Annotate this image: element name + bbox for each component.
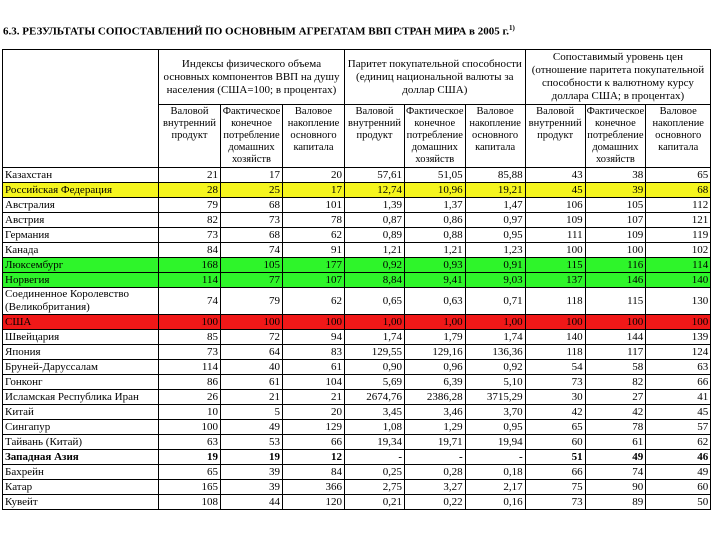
value-cell: 3,70 — [465, 405, 525, 420]
country-name: Западная Азия — [3, 450, 159, 465]
table-row — [3, 390, 711, 405]
value-cell: 109 — [585, 228, 646, 243]
value-cell: 25 — [221, 183, 283, 198]
value-cell: 73 — [525, 375, 585, 390]
country-name: Бахрейн — [3, 465, 159, 480]
value-cell: 114 — [159, 360, 221, 375]
value-cell: 50 — [646, 495, 711, 510]
value-cell: 2674,76 — [345, 390, 405, 405]
value-cell: 129 — [283, 420, 345, 435]
value-cell: 2,17 — [465, 480, 525, 495]
value-cell: 0,28 — [405, 465, 466, 480]
group-header-ppp: Паритет покупательной способности (единиц национальной валюты за доллар США) — [345, 50, 526, 105]
subheader-gdp: Валовой внутренний продукт — [159, 105, 221, 168]
value-cell: 8,84 — [345, 273, 405, 288]
value-cell: 1,37 — [405, 198, 466, 213]
value-cell: 108 — [159, 495, 221, 510]
value-cell: 144 — [585, 330, 646, 345]
value-cell: 21 — [159, 168, 221, 183]
value-cell: 0,65 — [345, 288, 405, 315]
value-cell: 73 — [525, 495, 585, 510]
value-cell: 65 — [525, 420, 585, 435]
value-cell: 0,97 — [465, 213, 525, 228]
value-cell: 19,34 — [345, 435, 405, 450]
country-name: Германия — [3, 228, 159, 243]
value-cell: 9,41 — [405, 273, 466, 288]
value-cell: 60 — [525, 435, 585, 450]
value-cell: 139 — [646, 330, 711, 345]
subheader-capital: Валовое накопление основного капитала — [283, 105, 345, 168]
table-row — [3, 465, 711, 480]
value-cell: 177 — [283, 258, 345, 273]
country-name: Российская Федерация — [3, 183, 159, 198]
subheader-capital: Валовое накопление основного капитала — [465, 105, 525, 168]
value-cell: 3715,29 — [465, 390, 525, 405]
group-header-volume-indices: Индексы физического объема основных компонентов ВВП на душу населения (США=100; в процентах) — [159, 50, 345, 105]
value-cell: 49 — [585, 450, 646, 465]
value-cell: 84 — [159, 243, 221, 258]
value-cell: - — [405, 450, 466, 465]
value-cell: 140 — [525, 330, 585, 345]
value-cell: 21 — [221, 390, 283, 405]
value-cell: 20 — [283, 168, 345, 183]
value-cell: 1,47 — [465, 198, 525, 213]
country-name: Швейцария — [3, 330, 159, 345]
title-footnote-mark: 1) — [508, 24, 515, 32]
table-row — [3, 183, 711, 198]
value-cell: 61 — [283, 360, 345, 375]
value-cell: 1,79 — [405, 330, 466, 345]
value-cell: 109 — [525, 213, 585, 228]
country-name: Тайвань (Китай) — [3, 435, 159, 450]
value-cell: 0,63 — [405, 288, 466, 315]
value-cell: 84 — [283, 465, 345, 480]
value-cell: 137 — [525, 273, 585, 288]
value-cell: 65 — [159, 465, 221, 480]
value-cell: 1,00 — [345, 315, 405, 330]
value-cell: 85,88 — [465, 168, 525, 183]
value-cell: 20 — [283, 405, 345, 420]
value-cell: 90 — [585, 480, 646, 495]
value-cell: 26 — [159, 390, 221, 405]
value-cell: 38 — [585, 168, 646, 183]
value-cell: 102 — [646, 243, 711, 258]
value-cell: 121 — [646, 213, 711, 228]
value-cell: 63 — [646, 360, 711, 375]
value-cell: 57,61 — [345, 168, 405, 183]
value-cell: 12,74 — [345, 183, 405, 198]
subheader-capital: Валовое накопление основного капитала — [646, 105, 711, 168]
value-cell: 0,18 — [465, 465, 525, 480]
value-cell: 107 — [585, 213, 646, 228]
value-cell: 0,87 — [345, 213, 405, 228]
value-cell: 64 — [221, 345, 283, 360]
value-cell: 0,95 — [465, 228, 525, 243]
value-cell: 129,55 — [345, 345, 405, 360]
value-cell: 117 — [585, 345, 646, 360]
value-cell: 66 — [525, 465, 585, 480]
value-cell: 94 — [283, 330, 345, 345]
country-name: Китай — [3, 405, 159, 420]
value-cell: 3,45 — [345, 405, 405, 420]
value-cell: 49 — [646, 465, 711, 480]
value-cell: 39 — [221, 480, 283, 495]
country-name: Соединенное Королевство (Великобритания) — [3, 288, 159, 315]
value-cell: 74 — [585, 465, 646, 480]
value-cell: 0,91 — [465, 258, 525, 273]
value-cell: 105 — [585, 198, 646, 213]
group-header-price-level: Сопоставимый уровень цен (отношение паритета покупательной способности к валютному курсу доллара США; в процентах) — [525, 50, 711, 105]
value-cell: 111 — [525, 228, 585, 243]
value-cell: 60 — [646, 480, 711, 495]
value-cell: 1,08 — [345, 420, 405, 435]
country-name: США — [3, 315, 159, 330]
value-cell: 5 — [221, 405, 283, 420]
value-cell: 136,36 — [465, 345, 525, 360]
value-cell: 104 — [283, 375, 345, 390]
value-cell: 12 — [283, 450, 345, 465]
table-row — [3, 420, 711, 435]
value-cell: 100 — [646, 315, 711, 330]
value-cell: 65 — [646, 168, 711, 183]
value-cell: 42 — [525, 405, 585, 420]
value-cell: 77 — [221, 273, 283, 288]
value-cell: 1,29 — [405, 420, 466, 435]
value-cell: 0,96 — [405, 360, 466, 375]
value-cell: 42 — [585, 405, 646, 420]
value-cell: 17 — [283, 183, 345, 198]
value-cell: 0,88 — [405, 228, 466, 243]
value-cell: 0,93 — [405, 258, 466, 273]
value-cell: 6,39 — [405, 375, 466, 390]
table-row — [3, 495, 711, 510]
value-cell: 10 — [159, 405, 221, 420]
value-cell: 0,22 — [405, 495, 466, 510]
country-name: Кувейт — [3, 495, 159, 510]
value-cell: 57 — [646, 420, 711, 435]
value-cell: 79 — [159, 198, 221, 213]
value-cell: 140 — [646, 273, 711, 288]
country-name: Австрия — [3, 213, 159, 228]
value-cell: 124 — [646, 345, 711, 360]
table-row — [3, 213, 711, 228]
country-name: Сингапур — [3, 420, 159, 435]
value-cell: 39 — [221, 465, 283, 480]
table-row — [3, 480, 711, 495]
value-cell: 366 — [283, 480, 345, 495]
value-cell: 27 — [585, 390, 646, 405]
value-cell: 130 — [646, 288, 711, 315]
value-cell: 82 — [585, 375, 646, 390]
table-row — [3, 243, 711, 258]
value-cell: 3,46 — [405, 405, 466, 420]
value-cell: 73 — [159, 228, 221, 243]
value-cell: 1,74 — [345, 330, 405, 345]
table-row — [3, 198, 711, 213]
table-row — [3, 330, 711, 345]
table-row — [3, 288, 711, 315]
table-row — [3, 345, 711, 360]
value-cell: 114 — [159, 273, 221, 288]
value-cell: 1,39 — [345, 198, 405, 213]
value-cell: 0,71 — [465, 288, 525, 315]
value-cell: 1,23 — [465, 243, 525, 258]
subheader-consumption: Фактическое конечное потребление домашних хозяйств — [221, 105, 283, 168]
value-cell: 62 — [646, 435, 711, 450]
value-cell: 1,74 — [465, 330, 525, 345]
value-cell: 100 — [525, 243, 585, 258]
value-cell: 66 — [646, 375, 711, 390]
value-cell: 165 — [159, 480, 221, 495]
value-cell: 21 — [283, 390, 345, 405]
value-cell: 0,16 — [465, 495, 525, 510]
value-cell: 62 — [283, 228, 345, 243]
value-cell: 19,94 — [465, 435, 525, 450]
country-name: Япония — [3, 345, 159, 360]
table-row — [3, 435, 711, 450]
value-cell: 1,00 — [465, 315, 525, 330]
value-cell: 19 — [159, 450, 221, 465]
value-cell: 45 — [525, 183, 585, 198]
value-cell: 51,05 — [405, 168, 466, 183]
value-cell: 78 — [585, 420, 646, 435]
value-cell: 0,25 — [345, 465, 405, 480]
value-cell: 101 — [283, 198, 345, 213]
value-cell: 28 — [159, 183, 221, 198]
value-cell: 44 — [221, 495, 283, 510]
title-text: 6.3. РЕЗУЛЬТАТЫ СОПОСТАВЛЕНИЙ ПО ОСНОВНЫМ АГРЕГАТАМ ВВП СТРАН МИРА в 2005 г. — [3, 25, 509, 38]
value-cell: 115 — [525, 258, 585, 273]
table-row — [3, 405, 711, 420]
value-cell: 100 — [525, 315, 585, 330]
value-cell: 116 — [585, 258, 646, 273]
value-cell: 119 — [646, 228, 711, 243]
value-cell: 100 — [585, 315, 646, 330]
value-cell: 100 — [159, 420, 221, 435]
country-name: Исламская Республика Иран — [3, 390, 159, 405]
value-cell: 68 — [221, 198, 283, 213]
value-cell: 74 — [159, 288, 221, 315]
value-cell: 118 — [525, 288, 585, 315]
value-cell: 1,21 — [405, 243, 466, 258]
value-cell: 83 — [283, 345, 345, 360]
value-cell: 19,71 — [405, 435, 466, 450]
value-cell: 168 — [159, 258, 221, 273]
value-cell: 45 — [646, 405, 711, 420]
country-name: Бруней-Даруссалам — [3, 360, 159, 375]
value-cell: 3,27 — [405, 480, 466, 495]
value-cell: 100 — [585, 243, 646, 258]
value-cell: 41 — [646, 390, 711, 405]
value-cell: 0,86 — [405, 213, 466, 228]
value-cell: 0,89 — [345, 228, 405, 243]
value-cell: 5,69 — [345, 375, 405, 390]
value-cell: 1,21 — [345, 243, 405, 258]
page-title — [3, 24, 717, 38]
value-cell: 73 — [159, 345, 221, 360]
subheader-gdp: Валовой внутренний продукт — [345, 105, 405, 168]
value-cell: 10,96 — [405, 183, 466, 198]
value-cell: 86 — [159, 375, 221, 390]
country-name: Гонконг — [3, 375, 159, 390]
value-cell: 51 — [525, 450, 585, 465]
value-cell: 62 — [283, 288, 345, 315]
table-row — [3, 360, 711, 375]
value-cell: 39 — [585, 183, 646, 198]
header-blank-cell — [3, 50, 159, 168]
value-cell: 82 — [159, 213, 221, 228]
value-cell: 43 — [525, 168, 585, 183]
value-cell: 118 — [525, 345, 585, 360]
value-cell: 68 — [221, 228, 283, 243]
value-cell: 61 — [221, 375, 283, 390]
comparison-table — [2, 49, 711, 510]
table-row — [3, 258, 711, 273]
subheader-consumption: Фактическое конечное потребление домашних хозяйств — [405, 105, 466, 168]
table-row — [3, 450, 711, 465]
value-cell: 19 — [221, 450, 283, 465]
value-cell: 0,90 — [345, 360, 405, 375]
group-header-row — [3, 50, 711, 105]
value-cell: 58 — [585, 360, 646, 375]
value-cell: 73 — [221, 213, 283, 228]
value-cell: 74 — [221, 243, 283, 258]
value-cell: 100 — [283, 315, 345, 330]
value-cell: 114 — [646, 258, 711, 273]
value-cell: - — [465, 450, 525, 465]
country-name: Люксембург — [3, 258, 159, 273]
value-cell: 54 — [525, 360, 585, 375]
value-cell: 120 — [283, 495, 345, 510]
value-cell: 79 — [221, 288, 283, 315]
value-cell: 91 — [283, 243, 345, 258]
value-cell: 61 — [585, 435, 646, 450]
value-cell: 129,16 — [405, 345, 466, 360]
value-cell: 100 — [159, 315, 221, 330]
value-cell: 107 — [283, 273, 345, 288]
value-cell: 2,75 — [345, 480, 405, 495]
value-cell: 72 — [221, 330, 283, 345]
value-cell: 85 — [159, 330, 221, 345]
table-row — [3, 375, 711, 390]
value-cell: 40 — [221, 360, 283, 375]
subheader-gdp: Валовой внутренний продукт — [525, 105, 585, 168]
table-row — [3, 228, 711, 243]
value-cell: 63 — [159, 435, 221, 450]
table-row — [3, 168, 711, 183]
value-cell: - — [345, 450, 405, 465]
value-cell: 49 — [221, 420, 283, 435]
country-name: Казахстан — [3, 168, 159, 183]
country-name: Катар — [3, 480, 159, 495]
value-cell: 100 — [221, 315, 283, 330]
table-row — [3, 315, 711, 330]
country-name: Канада — [3, 243, 159, 258]
value-cell: 46 — [646, 450, 711, 465]
value-cell: 17 — [221, 168, 283, 183]
value-cell: 19,21 — [465, 183, 525, 198]
country-name: Норвегия — [3, 273, 159, 288]
value-cell: 112 — [646, 198, 711, 213]
value-cell: 53 — [221, 435, 283, 450]
value-cell: 30 — [525, 390, 585, 405]
value-cell: 9,03 — [465, 273, 525, 288]
value-cell: 115 — [585, 288, 646, 315]
value-cell: 105 — [221, 258, 283, 273]
subheader-consumption: Фактическое конечное потребление домашних хозяйств — [585, 105, 646, 168]
country-name: Австралия — [3, 198, 159, 213]
value-cell: 68 — [646, 183, 711, 198]
value-cell: 89 — [585, 495, 646, 510]
value-cell: 0,21 — [345, 495, 405, 510]
value-cell: 78 — [283, 213, 345, 228]
value-cell: 0,95 — [465, 420, 525, 435]
table-row — [3, 273, 711, 288]
value-cell: 1,00 — [405, 315, 466, 330]
value-cell: 0,92 — [465, 360, 525, 375]
value-cell: 146 — [585, 273, 646, 288]
value-cell: 106 — [525, 198, 585, 213]
value-cell: 75 — [525, 480, 585, 495]
value-cell: 2386,28 — [405, 390, 466, 405]
value-cell: 66 — [283, 435, 345, 450]
value-cell: 5,10 — [465, 375, 525, 390]
value-cell: 0,92 — [345, 258, 405, 273]
